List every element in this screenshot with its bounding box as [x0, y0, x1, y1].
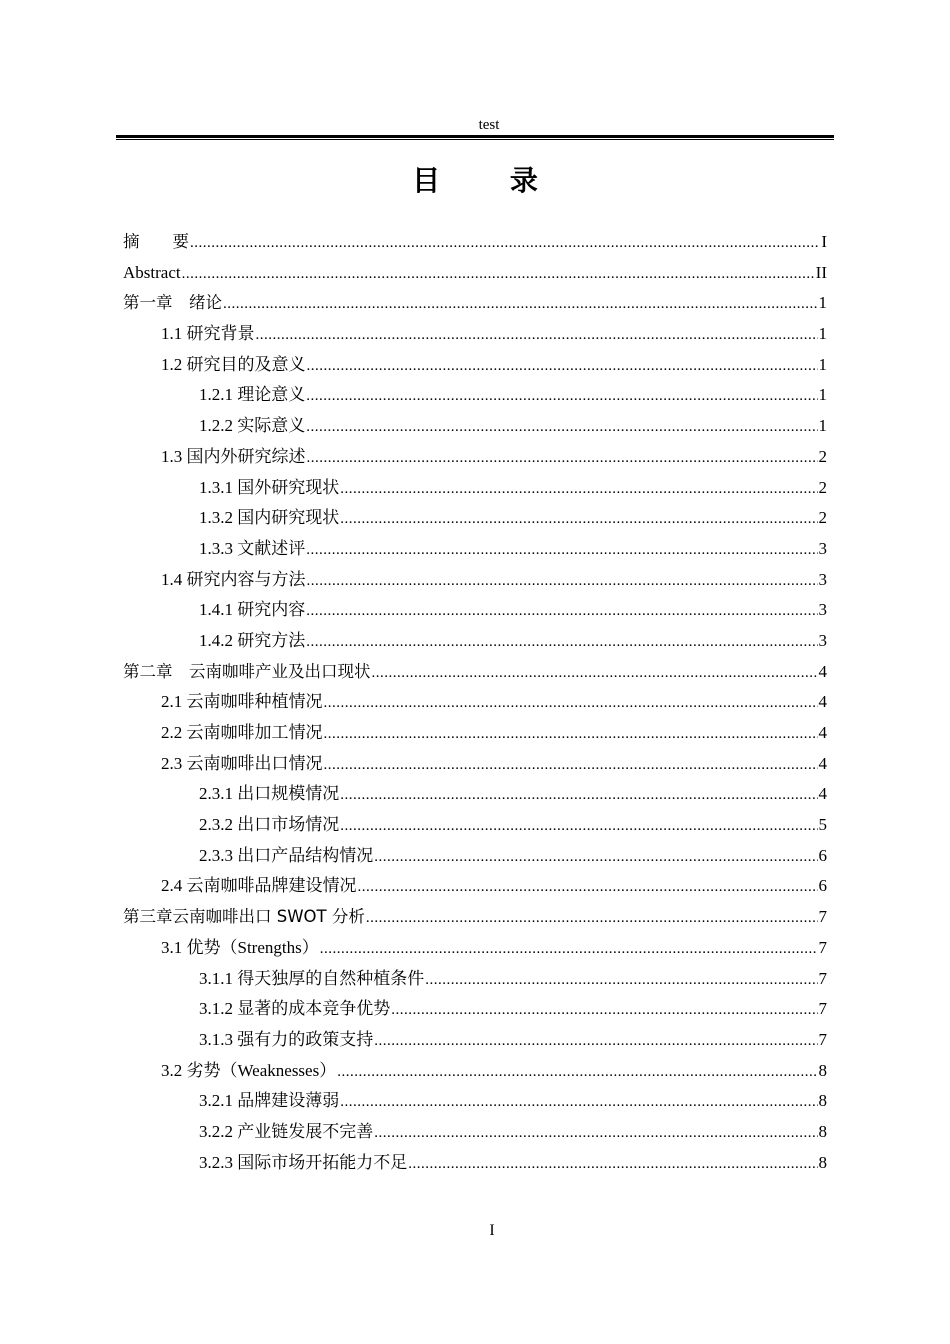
toc-entry[interactable] — [123, 565, 827, 596]
toc-entry-page: 2 — [818, 446, 827, 466]
toc-entry-page: 4 — [818, 723, 827, 742]
toc-entry-page: 3 — [818, 538, 827, 558]
toc-entry[interactable] — [123, 595, 827, 626]
toc-entry-label: 2.3 云南咖啡出口情况 — [161, 753, 323, 773]
toc-entry-label: 第三章云南咖啡出口 SWOT 分析 — [123, 907, 365, 927]
toc-leader-dots — [425, 965, 817, 996]
toc-entry[interactable] — [123, 626, 827, 657]
toc-leader-dots — [306, 412, 817, 443]
toc-entry[interactable] — [123, 1148, 827, 1179]
toc-entry[interactable] — [123, 933, 827, 964]
toc-entry-label: 1.2 研究目的及意义 — [161, 354, 306, 374]
toc-leader-dots — [324, 719, 818, 750]
toc-entry-page: 1 — [818, 324, 827, 344]
toc-entry-page: 7 — [818, 937, 827, 957]
toc-entry-page: 1 — [818, 416, 827, 436]
toc-entry-label: 1.2.2 实际意义 — [199, 416, 306, 436]
toc-entry-label: 3.1.2 显著的成本竞争优势 — [199, 999, 391, 1019]
toc-entry-page: 7 — [818, 999, 827, 1019]
toc-entry-page: 8 — [818, 1060, 827, 1080]
toc-entry-label: 3.2.2 产业链发展不完善 — [199, 1121, 374, 1141]
toc-entry-page: 1 — [818, 385, 827, 405]
page-number: I — [489, 1222, 495, 1239]
toc-entry[interactable] — [123, 350, 827, 381]
header-rule-thick — [116, 135, 834, 138]
toc-leader-dots — [372, 658, 818, 689]
toc-entry-page: 7 — [818, 968, 827, 988]
toc-entry[interactable] — [123, 473, 827, 504]
toc-entry-page: 6 — [818, 845, 827, 865]
header-rule-thin — [116, 139, 834, 140]
toc-leader-dots — [340, 474, 817, 505]
toc-entry[interactable] — [123, 902, 827, 933]
toc-entry-label: 2.3.2 出口市场情况 — [199, 815, 340, 835]
toc-entry-label: 1.4.2 研究方法 — [199, 630, 306, 650]
toc-entry[interactable] — [123, 687, 827, 718]
toc-leader-dots — [324, 688, 818, 719]
toc-leader-dots — [337, 1057, 817, 1088]
toc-leader-dots — [374, 1026, 817, 1057]
toc-leader-dots — [340, 1087, 817, 1118]
toc-entry-label: 3.2 劣势（Weaknesses） — [161, 1060, 337, 1080]
toc-entry-page: 7 — [818, 907, 827, 927]
toc-entry-page: 2 — [818, 477, 827, 497]
toc-entry[interactable] — [123, 1117, 827, 1148]
toc-entry-page: 8 — [818, 1091, 827, 1111]
toc-entry-label: 3.1.3 强有力的政策支持 — [199, 1029, 374, 1049]
toc-entry-page: 5 — [818, 815, 827, 835]
toc-entry-page: 4 — [818, 661, 827, 681]
toc-entry[interactable] — [123, 718, 827, 749]
toc-entry-label: 3.1 优势（Strengths） — [161, 937, 319, 957]
toc-entry-page: 1 — [818, 354, 827, 374]
toc-entry-page: 4 — [818, 753, 827, 773]
toc-entry[interactable] — [123, 1056, 827, 1087]
toc-leader-dots — [306, 627, 817, 658]
toc-entry[interactable] — [123, 380, 827, 411]
toc-leader-dots — [190, 228, 820, 259]
toc-entry-page: 6 — [818, 876, 827, 896]
toc-leader-dots — [340, 811, 817, 842]
toc-leader-dots — [306, 596, 817, 627]
toc-leader-dots — [223, 289, 818, 320]
toc-leader-dots — [374, 842, 817, 873]
toc-entry-label: 第一章 绪论 — [123, 293, 222, 313]
toc-entry-label: 1.4.1 研究内容 — [199, 600, 306, 620]
toc-leader-dots — [358, 872, 818, 903]
toc-entry-page: 1 — [818, 293, 827, 313]
toc-leader-dots — [256, 320, 818, 351]
toc-entry-page: 8 — [818, 1121, 827, 1141]
toc-entry-page: 8 — [818, 1152, 827, 1172]
toc-entry-label: Abstract — [123, 262, 181, 282]
toc-leader-dots — [366, 903, 818, 934]
toc-entry[interactable] — [123, 411, 827, 442]
toc-entry-page: I — [821, 232, 827, 251]
toc-leader-dots — [408, 1149, 817, 1180]
toc-entry[interactable] — [123, 841, 827, 872]
toc-entry[interactable] — [123, 1025, 827, 1056]
toc-leader-dots — [306, 381, 817, 412]
toc-entry-label: 2.1 云南咖啡种植情况 — [161, 692, 323, 712]
toc-entry-label: 2.4 云南咖啡品牌建设情况 — [161, 876, 357, 896]
toc-entry-label: 1.1 研究背景 — [161, 324, 255, 344]
toc-entry-page: 3 — [818, 630, 827, 650]
toc-leader-dots — [324, 750, 818, 781]
toc-entry-label: 1.3.2 国内研究现状 — [199, 508, 340, 528]
toc-entry-label: 1.4 研究内容与方法 — [161, 569, 306, 589]
toc-entry-label: 第二章 云南咖啡产业及出口现状 — [123, 661, 371, 681]
toc-leader-dots — [320, 934, 818, 965]
toc-title: 目 录 — [412, 164, 568, 197]
toc-entry-label: 2.2 云南咖啡加工情况 — [161, 723, 323, 742]
toc-leader-dots — [374, 1118, 817, 1149]
toc-leader-dots — [340, 780, 817, 811]
toc-entry-page: 2 — [818, 508, 827, 528]
toc-entry-label: 1.3 国内外研究综述 — [161, 446, 306, 466]
toc-entry[interactable] — [123, 994, 827, 1025]
toc-leader-dots — [340, 504, 817, 535]
toc-leader-dots — [306, 535, 817, 566]
toc-entry[interactable] — [123, 442, 827, 473]
toc-leader-dots — [182, 259, 815, 290]
toc-entry-page: 3 — [818, 569, 827, 589]
toc-entry-page: 4 — [818, 784, 827, 804]
toc-entry-page: 4 — [818, 692, 827, 712]
toc-entry[interactable] — [123, 657, 827, 688]
toc-entry[interactable] — [123, 964, 827, 995]
toc-entry[interactable] — [123, 258, 827, 289]
toc-entry-page: II — [815, 262, 827, 282]
toc-leader-dots — [307, 566, 818, 597]
toc-entry[interactable] — [123, 810, 827, 841]
toc-entry[interactable] — [123, 534, 827, 565]
page-header: test — [478, 117, 500, 133]
toc-entry[interactable] — [123, 1086, 827, 1117]
toc-leader-dots — [307, 443, 818, 474]
toc-entry-label: 1.3.1 国外研究现状 — [199, 477, 340, 497]
toc-leader-dots — [391, 995, 817, 1026]
toc-entry[interactable] — [123, 871, 827, 902]
toc-entry-label: 3.2.1 品牌建设薄弱 — [199, 1091, 340, 1111]
toc-entry[interactable] — [123, 227, 827, 258]
toc-entry-label: 2.3.3 出口产品结构情况 — [199, 845, 374, 865]
toc-entry-page: 7 — [818, 1029, 827, 1049]
toc-entry-page: 3 — [818, 600, 827, 620]
toc-entry-label: 2.3.1 出口规模情况 — [199, 784, 340, 804]
toc-entry-label: 1.2.1 理论意义 — [199, 385, 306, 405]
table-of-contents — [123, 227, 827, 1178]
toc-entry-label: 摘 要 — [123, 232, 189, 251]
toc-entry[interactable] — [123, 503, 827, 534]
toc-entry-label: 3.1.1 得天独厚的自然种植条件 — [199, 968, 425, 988]
toc-entry-label: 1.3.3 文献述评 — [199, 538, 306, 558]
toc-entry[interactable] — [123, 779, 827, 810]
toc-entry-label: 3.2.3 国际市场开拓能力不足 — [199, 1152, 408, 1172]
toc-leader-dots — [307, 351, 818, 382]
toc-entry[interactable] — [123, 749, 827, 780]
toc-entry[interactable] — [123, 288, 827, 319]
toc-entry[interactable] — [123, 319, 827, 350]
